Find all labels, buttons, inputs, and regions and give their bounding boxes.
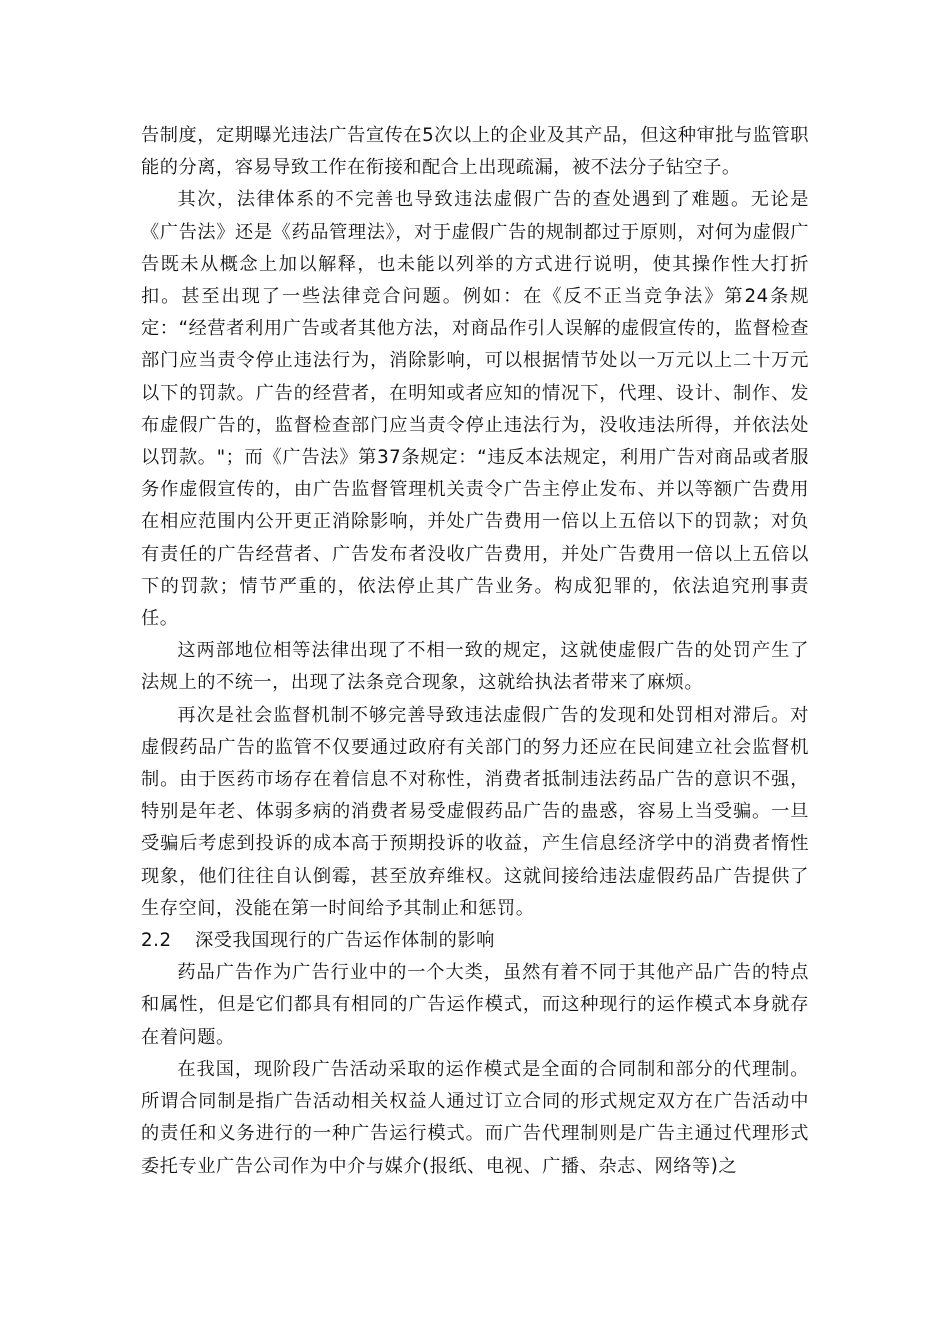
paragraph-legal-system: 其次，法律体系的不完善也导致违法虚假广告的查处遇到了难题。无论是《广告法》还是《药品管理法》，对于虚假广告的规制都过于原则，对何为虚假广告既未从概念上加以解释，也未能以列举的方式进行说明，使其操作性大打折扣。甚至出现了一些法律竞合问题。例如：在《反不正当竞争法》第24条规定：“经营者利用广告或者其他方法，对商品作引人误解的虚假宣传的，监督检查部门应当责令停止违法行为，消除影响，可以根据情节处以一万元以上二十万元以下的罚款。广告的经营者，在明知或者应知的情况下，代理、设计、制作、发布虚假广告的，监督检查部门应当责令停止违法行为，没收违法所得，并依法处以罚款。"；而《广告法》第37条规定：“违反本法规定，利用广告对商品或者服务作虚假宣传的，由广告监督管理机关责令广告主停止发布、并以等额广告费用在相应范围内公开更正消除影响，并处广告费用一倍以上五倍以下的罚款；对负有责任的广告经营者、广告发布者没收广告费用，并处广告费用一倍以上五倍以下的罚款；情节严重的，依法停止其广告业务。构成犯罪的，依法追究刑事责任。 — [141, 189, 809, 630]
paragraph-law-conflict: 这两部地位相等法律出现了不相一致的规定，这就使虚假广告的处罚产生了法规上的不统一，出现了法条竞合现象，这就给执法者带来了麻烦。 — [141, 640, 809, 694]
paragraph-contract-agency: 在我国，现阶段广告活动采取的运作模式是全面的合同制和部分的代理制。所谓合同制是指广告活动相关权益人通过订立合同的形式规定双方在广告活动中的责任和义务进行的一种广告运行模式。而广告代理制则是广告主通过代理形式委托专业广告公司作为中介与媒介(报纸、电视、广播、杂志、网络等)之 — [141, 1058, 809, 1177]
paragraph-social-supervision: 再次是社会监督机制不够完善导致违法虚假广告的发现和处罚相对滞后。对虚假药品广告的监管不仅要通过政府有关部门的努力还应在民间建立社会监督机制。由于医药市场存在着信息不对称性，消费者抵制违法药品广告的意识不强，特别是年老、体弱多病的消费者易受虚假药品广告的蛊惑，容易上当受骗。一旦受骗后考虑到投诉的成本高于预期投诉的收益，产生信息经济学中的消费者惰性现象，他们往往自认倒霉，甚至放弃维权。这就间接给违法虚假药品广告提供了生存空间，没能在第一时间给予其制止和惩罚。 — [141, 704, 809, 919]
paragraph-operation-model: 药品广告作为广告行业中的一个大类，虽然有着不同于其他产品广告的特点和属性，但是它们都具有相同的广告运作模式，而这种现行的运作模式本身就存在着问题。 — [141, 962, 809, 1048]
document-body — [141, 120, 809, 1183]
paragraph-continued: 告制度，定期曝光违法广告宣传在5次以上的企业及其产品，但这种审批与监管职能的分离，容易导致工作在衔接和配合上出现疏漏，被不法分子钻空子。 — [141, 125, 809, 179]
section-title: 深受我国现行的广告运作体制的影响 — [195, 930, 495, 952]
section-number: 2.2 — [141, 930, 172, 952]
section-heading — [141, 925, 809, 957]
